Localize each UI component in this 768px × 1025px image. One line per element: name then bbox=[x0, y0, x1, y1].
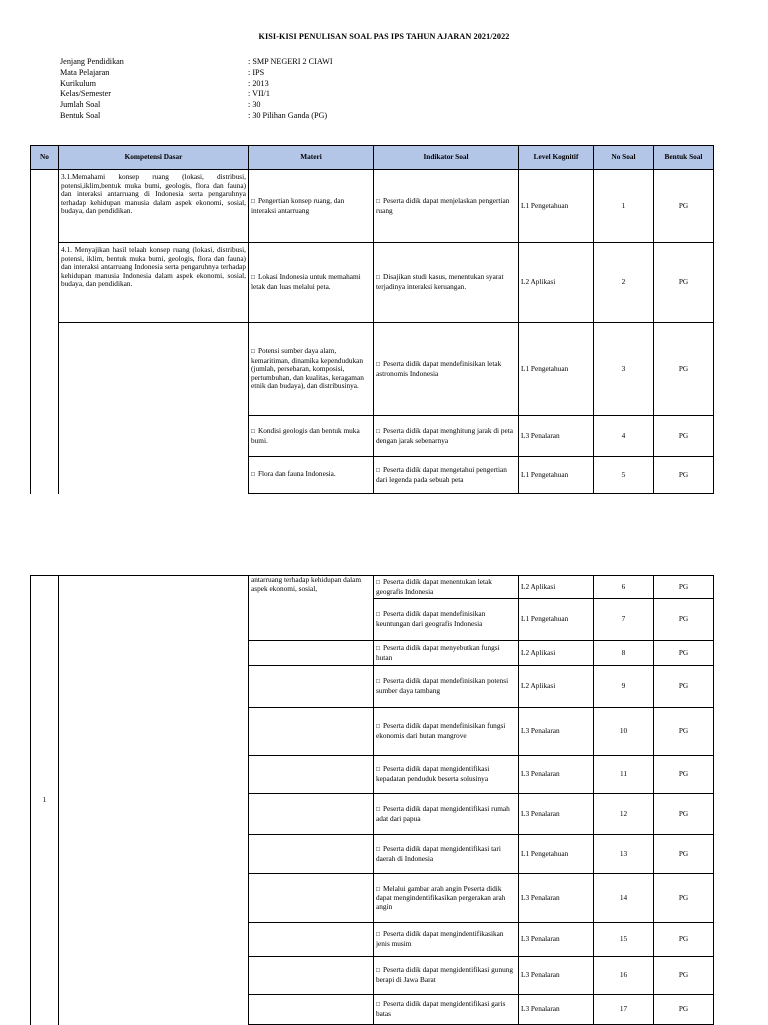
bentuk-cell: PG bbox=[654, 641, 714, 666]
header-materi: Materi bbox=[249, 146, 374, 170]
materi-cell-empty bbox=[249, 708, 374, 756]
materi-text: □ Potensi sumber daya alam, kemaritiman, dinamika kependudukan (jumlah, persebaran, komposisi, pertumbuhan, dan kualitas, keragaman etnik dan budaya), dan distribusinya. bbox=[251, 346, 364, 390]
indikator-cell bbox=[374, 323, 519, 416]
table-row bbox=[31, 576, 714, 599]
meta-row bbox=[60, 100, 333, 111]
indikator-text: □ Peserta didik dapat menjelaskan pengertian ruang bbox=[376, 196, 509, 215]
indikator-text: □ Peserta didik dapat mendefinisikan letak astronomis Indonesia bbox=[376, 359, 501, 378]
level-cell: L1 Pengetahuan bbox=[519, 599, 594, 641]
indikator-cell bbox=[374, 416, 519, 457]
document-title: KISI-KISI PENULISAN SOAL PAS IPS TAHUN AJARAN 2021/2022 bbox=[258, 32, 510, 41]
materi-cell-empty bbox=[249, 666, 374, 708]
no-soal-cell: 9 bbox=[594, 666, 654, 708]
materi-cell-empty bbox=[249, 995, 374, 1025]
meta-label: Jumlah Soal bbox=[60, 100, 101, 110]
meta-label: Mata Pelajaran bbox=[60, 67, 110, 77]
bentuk-cell: PG bbox=[654, 416, 714, 457]
indikator-cell bbox=[374, 243, 519, 323]
level-cell: L1 Pengetahuan bbox=[519, 170, 594, 243]
meta-value: : 2013 bbox=[248, 78, 269, 88]
no-soal-cell: 8 bbox=[594, 641, 654, 666]
indikator-text: □ Disajikan studi kasus, menentukan syarat terjadinya interaksi keruangan. bbox=[376, 272, 504, 291]
no-soal-cell: 4 bbox=[594, 416, 654, 457]
header-indikator: Indikator Soal bbox=[374, 146, 519, 170]
kompetensi-cell: 4.1. Menyajikan hasil telaah konsep ruang (lokasi, distribusi, potensi, iklim, bentuk muka bumi, geologis, flora dan fauna) dan interaksi antarruang Indonesia serta pengaruhnya terhadap kehidupan manusia Indonesia dalam aspek ekonomi, sosial, budaya, dan pendidikan. bbox=[59, 243, 249, 323]
bentuk-cell: PG bbox=[654, 874, 714, 923]
indikator-text: □ Peserta didik dapat menyebutkan fungsi hutan bbox=[376, 643, 500, 662]
bentuk-cell: PG bbox=[654, 576, 714, 599]
indikator-text: □ Peserta didik dapat mendefinisikan fungsi ekonomis dari hutan mangrove bbox=[376, 721, 505, 740]
header-no: No bbox=[31, 146, 59, 170]
indikator-cell bbox=[374, 874, 519, 923]
bentuk-cell: PG bbox=[654, 170, 714, 243]
indikator-text: □ Peserta didik dapat mengetahui pengertian dari legenda pada sebuah peta bbox=[376, 465, 507, 484]
indikator-cell bbox=[374, 835, 519, 874]
bentuk-cell: PG bbox=[654, 756, 714, 794]
indikator-cell bbox=[374, 708, 519, 756]
materi-cell bbox=[249, 170, 374, 243]
meta-label: Bentuk Soal bbox=[60, 110, 101, 120]
bentuk-cell: PG bbox=[654, 243, 714, 323]
bentuk-cell: PG bbox=[654, 599, 714, 641]
meta-value: : VII/1 bbox=[248, 89, 270, 99]
materi-cell bbox=[249, 457, 374, 494]
table-row bbox=[31, 170, 714, 243]
indikator-text: □ Peserta didik dapat mengindentifikasikan jenis musim bbox=[376, 929, 504, 948]
materi-text: □ Flora dan fauna Indonesia. bbox=[251, 469, 336, 478]
meta-row bbox=[60, 111, 333, 122]
kompetensi-cell-empty bbox=[59, 323, 249, 494]
materi-cell-empty bbox=[249, 641, 374, 666]
header-level: Level Kognitif bbox=[519, 146, 594, 170]
indikator-cell bbox=[374, 923, 519, 957]
level-cell: L1 Pengetahuan bbox=[519, 457, 594, 494]
indikator-cell bbox=[374, 756, 519, 794]
level-cell: L3 Penalaran bbox=[519, 708, 594, 756]
indikator-text: □ Peserta didik dapat menentukan letak geografis Indonesia bbox=[376, 577, 492, 596]
meta-label: Jenjang Pendidikan bbox=[60, 57, 124, 66]
kompetensi-cell-empty bbox=[59, 576, 249, 1025]
no-soal-cell: 5 bbox=[594, 457, 654, 494]
no-soal-cell: 2 bbox=[594, 243, 654, 323]
level-cell: L3 Penalaran bbox=[519, 874, 594, 923]
indikator-cell bbox=[374, 576, 519, 599]
level-cell: L2 Aplikasi bbox=[519, 641, 594, 666]
materi-cell-empty bbox=[249, 835, 374, 874]
no-soal-cell: 11 bbox=[594, 756, 654, 794]
indikator-text: □ Peserta didik dapat mengidentifikasi kepadatan penduduk beserta solusinya bbox=[376, 764, 489, 783]
bentuk-cell: PG bbox=[654, 995, 714, 1025]
no-soal-cell: 7 bbox=[594, 599, 654, 641]
header-kompetensi: Kompetensi Dasar bbox=[59, 146, 249, 170]
materi-text: □ Pengertian konsep ruang, dan interaksi antarruang bbox=[251, 196, 344, 215]
header-no-soal: No Soal bbox=[594, 146, 654, 170]
indikator-cell bbox=[374, 794, 519, 835]
level-cell: L3 Penalaran bbox=[519, 923, 594, 957]
meta-value: : 30 bbox=[248, 100, 261, 110]
level-cell: L3 Penalaran bbox=[519, 957, 594, 995]
no-soal-cell: 10 bbox=[594, 708, 654, 756]
kisi-kisi-table-continued bbox=[30, 575, 714, 1025]
indikator-text: □ Peserta didik dapat mengidentifikasi gunung berapi di Jawa Barat bbox=[376, 965, 513, 984]
table-row bbox=[31, 243, 714, 323]
indikator-cell bbox=[374, 457, 519, 494]
level-cell: L2 Aplikasi bbox=[519, 576, 594, 599]
indikator-cell bbox=[374, 666, 519, 708]
meta-row bbox=[60, 57, 333, 68]
indikator-text: □ Peserta didik dapat menghitung jarak di peta dengan jarak sebenarnya bbox=[376, 426, 513, 445]
bentuk-cell: PG bbox=[654, 708, 714, 756]
no-soal-cell: 1 bbox=[594, 170, 654, 243]
bentuk-cell: PG bbox=[654, 323, 714, 416]
materi-cell: antarruang terhadap kehidupan dalam aspek ekonomi, sosial, bbox=[249, 576, 374, 641]
indikator-cell bbox=[374, 995, 519, 1025]
bentuk-cell: PG bbox=[654, 923, 714, 957]
meta-row bbox=[60, 89, 333, 100]
no-soal-cell: 12 bbox=[594, 794, 654, 835]
meta-label: Kurikulum bbox=[60, 78, 96, 88]
level-cell: L3 Penalaran bbox=[519, 416, 594, 457]
level-cell: L3 Penalaran bbox=[519, 756, 594, 794]
level-cell: L2 Aplikasi bbox=[519, 666, 594, 708]
indikator-cell bbox=[374, 170, 519, 243]
indikator-text: □ Peserta didik dapat mengidentifikasi rumah adat dari papua bbox=[376, 804, 510, 823]
bentuk-cell: PG bbox=[654, 666, 714, 708]
indikator-cell bbox=[374, 957, 519, 995]
meta-row bbox=[60, 79, 333, 90]
materi-cell-empty bbox=[249, 923, 374, 957]
no-cell bbox=[31, 170, 59, 494]
materi-cell-empty bbox=[249, 874, 374, 923]
bentuk-cell: PG bbox=[654, 794, 714, 835]
indikator-cell bbox=[374, 641, 519, 666]
meta-value: : IPS bbox=[248, 67, 265, 77]
table-header-row bbox=[31, 146, 714, 170]
materi-cell bbox=[249, 416, 374, 457]
indikator-cell bbox=[374, 599, 519, 641]
no-soal-cell: 6 bbox=[594, 576, 654, 599]
kisi-kisi-table bbox=[30, 145, 714, 494]
level-cell: L3 Penalaran bbox=[519, 794, 594, 835]
indikator-text: □ Peserta didik dapat mengidentifikasi tari daerah di Indonesia bbox=[376, 844, 501, 863]
meta-value: : SMP NEGERI 2 CIAWI bbox=[248, 57, 333, 66]
indikator-text: □ Peserta didik dapat mendefinisikan potensi sumber daya tambang bbox=[376, 676, 508, 695]
indikator-text: □ Peserta didik dapat mengidentifikasi garis batas bbox=[376, 999, 505, 1018]
meta-label: Kelas/Semester bbox=[60, 89, 111, 99]
level-cell: L1 Pengetahuan bbox=[519, 835, 594, 874]
bentuk-cell: PG bbox=[654, 835, 714, 874]
no-soal-cell: 14 bbox=[594, 874, 654, 923]
materi-text: □ Lokasi Indonesia untuk memahami letak dan luas melalui peta. bbox=[251, 272, 361, 291]
materi-cell-empty bbox=[249, 794, 374, 835]
document-meta bbox=[60, 57, 333, 122]
materi-cell-empty bbox=[249, 957, 374, 995]
indikator-text: □ Melalui gambar arah angin Peserta didik dapat mengindentifikasikan pergerakan arah angin bbox=[376, 884, 505, 911]
no-soal-cell: 17 bbox=[594, 995, 654, 1025]
kompetensi-cell: 3.1.Memahami konsep ruang (lokasi, distribusi, potensi,iklim,bentuk muka bumi, geologis, flora dan fauna) dan interaksi antarruang di Indonesia serta pengaruhnya terhadap kehidupan manusia dalam aspek ekonomi, sosial, budaya, dan pendidikan. bbox=[59, 170, 249, 243]
table-row bbox=[31, 323, 714, 416]
no-soal-cell: 15 bbox=[594, 923, 654, 957]
no-soal-cell: 3 bbox=[594, 323, 654, 416]
materi-cell bbox=[249, 243, 374, 323]
document-page-1 bbox=[0, 0, 768, 495]
header-bentuk: Bentuk Soal bbox=[654, 146, 714, 170]
materi-text: □ Kondisi geologis dan bentuk muka bumi. bbox=[251, 426, 360, 445]
level-cell: L2 Aplikasi bbox=[519, 243, 594, 323]
meta-row bbox=[60, 68, 333, 79]
level-cell: L3 Penalaran bbox=[519, 995, 594, 1025]
meta-value: : 30 Pilihan Ganda (PG) bbox=[248, 110, 328, 120]
materi-cell bbox=[249, 323, 374, 416]
no-soal-cell: 16 bbox=[594, 957, 654, 995]
no-cell: 1 bbox=[31, 576, 59, 1025]
bentuk-cell: PG bbox=[654, 957, 714, 995]
no-soal-cell: 13 bbox=[594, 835, 654, 874]
bentuk-cell: PG bbox=[654, 457, 714, 494]
indikator-text: □ Peserta didik dapat mendefinisikan keuntungan dari geografis Indonesia bbox=[376, 609, 485, 628]
materi-cell-empty bbox=[249, 756, 374, 794]
level-cell: L1 Pengetahuan bbox=[519, 323, 594, 416]
page-gap bbox=[0, 495, 768, 575]
